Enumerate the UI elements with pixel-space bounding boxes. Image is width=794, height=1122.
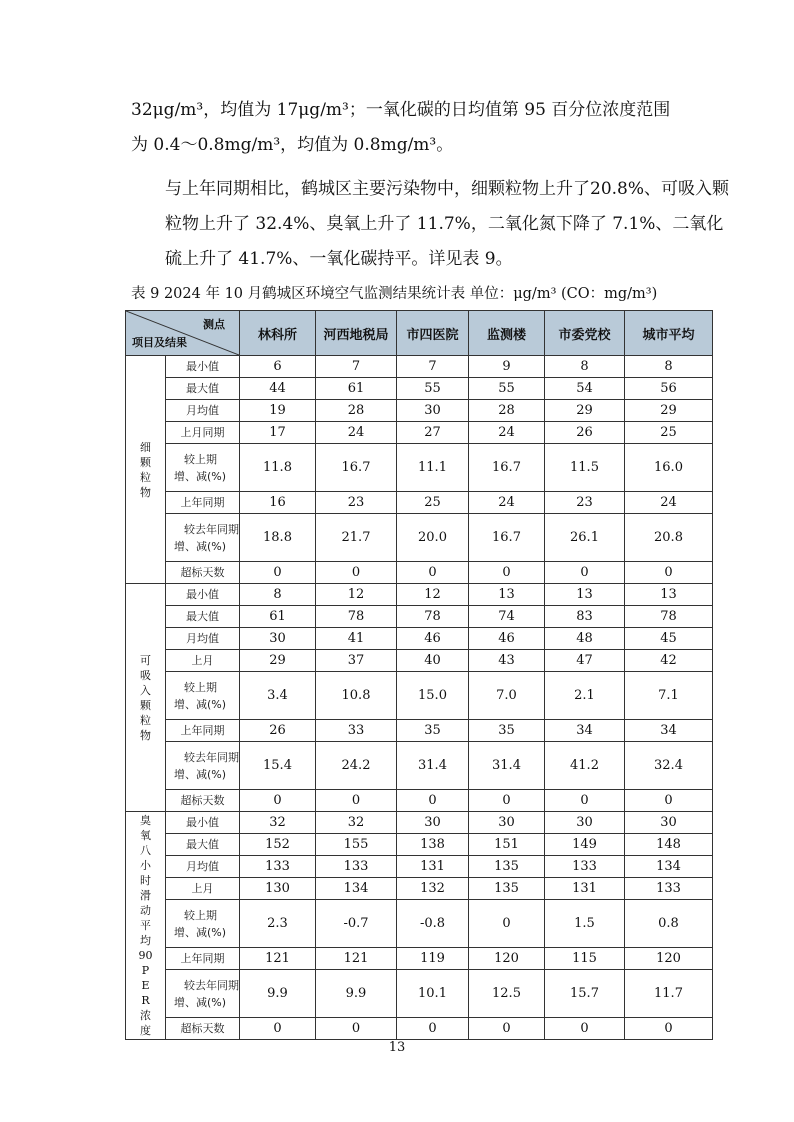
data-cell: 35 — [397, 720, 469, 742]
page-number: 13 — [388, 1040, 406, 1055]
data-cell: 121 — [240, 948, 316, 970]
corner-label-stations: 测点 — [203, 318, 225, 331]
corner-label-items: 项目及结果 — [132, 336, 187, 349]
data-cell: 3.4 — [240, 672, 316, 720]
row-label: 超标天数 — [166, 562, 240, 584]
data-cell: 29 — [545, 400, 625, 422]
data-cell: 19 — [240, 400, 316, 422]
air-quality-table — [125, 310, 713, 1040]
data-cell: 32 — [316, 812, 397, 834]
table-row — [126, 948, 713, 970]
data-cell: 9 — [469, 356, 545, 378]
data-cell: 10.8 — [316, 672, 397, 720]
data-cell: 133 — [316, 856, 397, 878]
data-cell: 130 — [240, 878, 316, 900]
data-cell: 44 — [240, 378, 316, 400]
data-cell: 21.7 — [316, 514, 397, 562]
data-cell: 40 — [397, 650, 469, 672]
group-label — [126, 584, 166, 812]
data-cell: 133 — [545, 856, 625, 878]
data-cell: 55 — [397, 378, 469, 400]
data-cell: 2.3 — [240, 900, 316, 948]
table-row — [126, 492, 713, 514]
data-cell: 12.5 — [469, 970, 545, 1018]
data-cell: 16.0 — [625, 444, 713, 492]
data-cell: 74 — [469, 606, 545, 628]
data-cell: 115 — [545, 948, 625, 970]
data-cell: 17 — [240, 422, 316, 444]
data-cell: 28 — [469, 400, 545, 422]
data-cell: 11.1 — [397, 444, 469, 492]
data-cell: 30 — [397, 812, 469, 834]
row-label-line: 增、减(%) — [174, 925, 227, 939]
data-cell: 2.1 — [545, 672, 625, 720]
data-cell: 30 — [240, 628, 316, 650]
row-label: 最小值 — [166, 812, 240, 834]
data-cell: 35 — [469, 720, 545, 742]
data-cell: 0 — [469, 900, 545, 948]
data-cell: 45 — [625, 628, 713, 650]
row-label: 上月 — [166, 878, 240, 900]
data-cell: 0 — [545, 790, 625, 812]
data-cell: 0 — [545, 562, 625, 584]
row-label-line: 增、减(%) — [174, 995, 227, 1009]
row-label-line: 较上期 — [184, 680, 217, 694]
row-label — [166, 970, 240, 1018]
data-cell: 13 — [545, 584, 625, 606]
data-cell: 33 — [316, 720, 397, 742]
table-row — [126, 562, 713, 584]
data-cell: 119 — [397, 948, 469, 970]
data-cell: 7 — [316, 356, 397, 378]
data-cell: 0.8 — [625, 900, 713, 948]
table-row — [126, 1018, 713, 1040]
data-cell: 8 — [240, 584, 316, 606]
data-cell: 16 — [240, 492, 316, 514]
data-cell: 31.4 — [469, 742, 545, 790]
row-label: 最大值 — [166, 606, 240, 628]
row-label: 上月 — [166, 650, 240, 672]
row-label-line: 增、减(%) — [174, 767, 227, 781]
data-cell: 131 — [545, 878, 625, 900]
row-label: 超标天数 — [166, 790, 240, 812]
paragraph-comparison: 与上年同期相比，鹤城区主要污染物中，细颗粒物上升了20.8%、可吸入颗粒物上升了 32.4%、臭氧上升了 11.7%，二氧化氮下降了 7.1%、二氧化硫上升了 41.7%、一氧化碳持平。详见表 9。 — [165, 179, 730, 269]
row-label: 月均值 — [166, 856, 240, 878]
data-cell: 121 — [316, 948, 397, 970]
data-cell: 47 — [545, 650, 625, 672]
data-cell: 0 — [397, 1018, 469, 1040]
row-label-line: 较上期 — [184, 452, 217, 466]
data-cell: 132 — [397, 878, 469, 900]
data-cell: 16.7 — [469, 514, 545, 562]
data-cell: 133 — [240, 856, 316, 878]
data-cell: 20.0 — [397, 514, 469, 562]
data-cell: 32.4 — [625, 742, 713, 790]
data-cell: 0 — [240, 790, 316, 812]
row-label: 最大值 — [166, 378, 240, 400]
data-cell: 78 — [397, 606, 469, 628]
data-cell: 34 — [625, 720, 713, 742]
data-cell: 24.2 — [316, 742, 397, 790]
data-cell: 16.7 — [469, 444, 545, 492]
table-row — [126, 812, 713, 834]
column-header: 市四医院 — [397, 311, 469, 356]
column-header: 市委党校 — [545, 311, 625, 356]
table-caption: 表 9 2024 年 10 月鹤城区环境空气监测结果统计表 单位：μg/m³ (CO：mg/m³) — [131, 286, 658, 302]
data-cell: 24 — [469, 422, 545, 444]
group-label — [126, 812, 166, 1040]
data-cell: 0 — [397, 790, 469, 812]
data-cell: 120 — [469, 948, 545, 970]
data-cell: 135 — [469, 856, 545, 878]
data-cell: 134 — [625, 856, 713, 878]
data-cell: 26 — [240, 720, 316, 742]
data-cell: -0.8 — [397, 900, 469, 948]
data-cell: 46 — [397, 628, 469, 650]
row-label: 上月同期 — [166, 422, 240, 444]
data-cell: 78 — [625, 606, 713, 628]
data-cell: 11.7 — [625, 970, 713, 1018]
table-row — [126, 834, 713, 856]
table-row — [126, 720, 713, 742]
data-cell: 151 — [469, 834, 545, 856]
data-cell: 15.4 — [240, 742, 316, 790]
data-cell: 131 — [397, 856, 469, 878]
row-label: 最小值 — [166, 584, 240, 606]
data-cell: 120 — [625, 948, 713, 970]
data-cell: 31.4 — [397, 742, 469, 790]
table-row — [126, 878, 713, 900]
data-cell: 25 — [625, 422, 713, 444]
row-label — [166, 672, 240, 720]
group-label — [126, 356, 166, 584]
table-corner-cell — [126, 311, 240, 356]
column-header: 城市平均 — [625, 311, 713, 356]
data-cell: 0 — [625, 790, 713, 812]
data-cell: 23 — [545, 492, 625, 514]
data-cell: 10.1 — [397, 970, 469, 1018]
data-cell: 41 — [316, 628, 397, 650]
row-label-line: 较上期 — [184, 908, 217, 922]
table-row — [126, 628, 713, 650]
data-cell: 11.8 — [240, 444, 316, 492]
data-cell: 133 — [625, 878, 713, 900]
group-label-text: 可吸入颗粒物 — [140, 653, 151, 742]
data-cell: 0 — [240, 1018, 316, 1040]
row-label-line: 增、减(%) — [174, 539, 227, 553]
data-cell: 7 — [397, 356, 469, 378]
row-label — [166, 444, 240, 492]
data-cell: 30 — [469, 812, 545, 834]
data-cell: 27 — [397, 422, 469, 444]
data-cell: 149 — [545, 834, 625, 856]
table-row — [126, 444, 713, 492]
data-cell: 9.9 — [316, 970, 397, 1018]
data-cell: 24 — [316, 422, 397, 444]
data-cell: 12 — [397, 584, 469, 606]
table-header-row — [126, 311, 713, 356]
data-cell: 48 — [545, 628, 625, 650]
data-cell: 42 — [625, 650, 713, 672]
data-cell: 152 — [240, 834, 316, 856]
row-label-line: 较去年同期 — [184, 978, 239, 992]
row-label-line: 增、减(%) — [174, 469, 227, 483]
data-cell: 15.0 — [397, 672, 469, 720]
data-cell: 0 — [469, 1018, 545, 1040]
row-label: 上年同期 — [166, 948, 240, 970]
paragraph-line: 32μg/m³，均值为 17μg/m³；一氧化碳的日均值第 95 百分位浓度范围 — [131, 100, 671, 120]
data-cell: 32 — [240, 812, 316, 834]
row-label-line: 较去年同期 — [184, 522, 239, 536]
table-row — [126, 672, 713, 720]
table-row — [126, 650, 713, 672]
data-cell: 0 — [316, 1018, 397, 1040]
data-cell: 24 — [625, 492, 713, 514]
data-cell: 7.1 — [625, 672, 713, 720]
data-cell: 56 — [625, 378, 713, 400]
data-cell: 15.7 — [545, 970, 625, 1018]
data-cell: 54 — [545, 378, 625, 400]
data-cell: 0 — [240, 562, 316, 584]
data-cell: 8 — [625, 356, 713, 378]
data-cell: 0 — [469, 562, 545, 584]
data-cell: 8 — [545, 356, 625, 378]
data-cell: 34 — [545, 720, 625, 742]
data-cell: 46 — [469, 628, 545, 650]
data-cell: 37 — [316, 650, 397, 672]
data-cell: 83 — [545, 606, 625, 628]
data-cell: 0 — [469, 790, 545, 812]
data-cell: 7.0 — [469, 672, 545, 720]
row-label-line: 增、减(%) — [174, 697, 227, 711]
table-row — [126, 378, 713, 400]
data-cell: 26.1 — [545, 514, 625, 562]
table-row — [126, 584, 713, 606]
data-cell: 13 — [469, 584, 545, 606]
data-cell: 30 — [397, 400, 469, 422]
table-row — [126, 422, 713, 444]
data-cell: 134 — [316, 878, 397, 900]
data-cell: 29 — [240, 650, 316, 672]
data-cell: 78 — [316, 606, 397, 628]
row-label: 上年同期 — [166, 720, 240, 742]
data-cell: 41.2 — [545, 742, 625, 790]
data-cell: 28 — [316, 400, 397, 422]
row-label — [166, 742, 240, 790]
data-cell: 24 — [469, 492, 545, 514]
table-row — [126, 790, 713, 812]
data-cell: 18.8 — [240, 514, 316, 562]
data-cell: 16.7 — [316, 444, 397, 492]
data-cell: 12 — [316, 584, 397, 606]
group-label-text: 细颗粒物 — [140, 440, 151, 499]
data-cell: 0 — [625, 562, 713, 584]
table-row — [126, 742, 713, 790]
column-header: 河西地税局 — [316, 311, 397, 356]
row-label — [166, 900, 240, 948]
table-row — [126, 856, 713, 878]
data-cell: 138 — [397, 834, 469, 856]
row-label: 最小值 — [166, 356, 240, 378]
data-cell: 30 — [545, 812, 625, 834]
data-cell: 0 — [316, 562, 397, 584]
data-cell: 61 — [316, 378, 397, 400]
data-cell: 61 — [240, 606, 316, 628]
data-cell: 55 — [469, 378, 545, 400]
paragraph-line: 为 0.4～0.8mg/m³，均值为 0.8mg/m³。 — [131, 135, 454, 155]
table-row — [126, 606, 713, 628]
row-label — [166, 514, 240, 562]
paragraph-co-summary — [131, 93, 701, 163]
row-label: 上年同期 — [166, 492, 240, 514]
data-cell: 20.8 — [625, 514, 713, 562]
data-cell: 43 — [469, 650, 545, 672]
table-row — [126, 970, 713, 1018]
data-cell: 0 — [625, 1018, 713, 1040]
table-row — [126, 356, 713, 378]
data-cell: 13 — [625, 584, 713, 606]
row-label: 最大值 — [166, 834, 240, 856]
data-cell: 23 — [316, 492, 397, 514]
data-cell: 155 — [316, 834, 397, 856]
data-cell: 11.5 — [545, 444, 625, 492]
column-header: 林科所 — [240, 311, 316, 356]
table-row — [126, 514, 713, 562]
data-cell: 148 — [625, 834, 713, 856]
column-header: 监测楼 — [469, 311, 545, 356]
data-cell: 30 — [625, 812, 713, 834]
data-cell: 0 — [545, 1018, 625, 1040]
group-label-text: 臭氧八小时滑动平均 90PER 浓度 — [138, 814, 153, 1037]
table-row — [126, 400, 713, 422]
data-cell: -0.7 — [316, 900, 397, 948]
data-cell: 135 — [469, 878, 545, 900]
data-cell: 0 — [397, 562, 469, 584]
data-cell: 26 — [545, 422, 625, 444]
row-label: 超标天数 — [166, 1018, 240, 1040]
data-cell: 9.9 — [240, 970, 316, 1018]
data-cell: 1.5 — [545, 900, 625, 948]
row-label: 月均值 — [166, 400, 240, 422]
data-cell: 0 — [316, 790, 397, 812]
data-cell: 25 — [397, 492, 469, 514]
data-cell: 29 — [625, 400, 713, 422]
row-label: 月均值 — [166, 628, 240, 650]
row-label-line: 较去年同期 — [184, 750, 239, 764]
table-row — [126, 900, 713, 948]
data-cell: 6 — [240, 356, 316, 378]
